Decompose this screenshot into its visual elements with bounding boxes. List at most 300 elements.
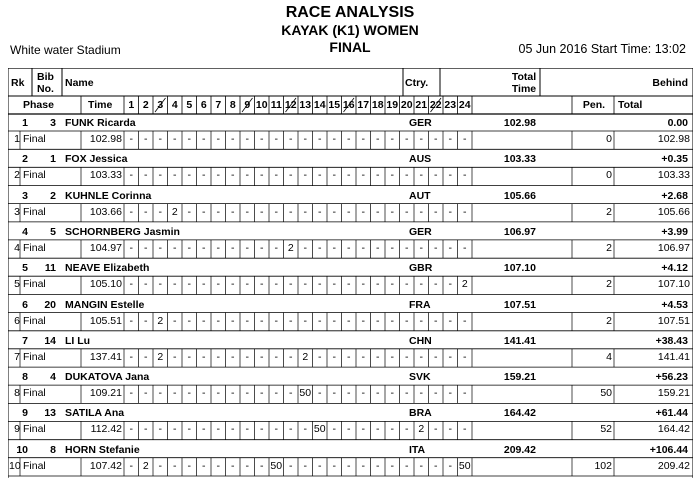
run-gate-penalty: - [144, 387, 148, 400]
run-gate-penalty: - [405, 314, 409, 327]
athlete-rank: 1 [22, 117, 28, 129]
run-gate-penalty: - [376, 205, 380, 218]
run-gate-penalty: - [187, 241, 191, 254]
run-gate-penalty: - [448, 133, 452, 145]
run-gate-penalty: - [419, 169, 423, 182]
athlete-rank: 8 [22, 371, 28, 384]
run-gate-penalty: - [390, 169, 394, 182]
run-gate-penalty: - [173, 423, 177, 436]
run-gate-penalty: - [405, 205, 409, 218]
run-gate-penalty: - [376, 350, 380, 363]
run-gate-penalty: - [274, 350, 278, 363]
run-gate-penalty: - [390, 387, 394, 400]
run-gate-penalty: - [332, 133, 336, 145]
column-phase: Phase [23, 99, 54, 111]
column-rk: Rk [11, 77, 25, 89]
run-gate-penalty: - [318, 205, 322, 218]
athlete-total-time: 105.66 [503, 189, 536, 202]
run-gate-penalty: - [347, 133, 351, 145]
run-gate-penalty: - [187, 133, 191, 145]
run-gate-penalty: - [129, 387, 133, 400]
run-gate-penalty: - [390, 459, 394, 472]
run-gate-penalty: - [361, 278, 365, 291]
run-gate-penalty: - [318, 278, 322, 291]
run-phase: Final [23, 350, 46, 363]
run-gate-penalty: - [376, 278, 380, 291]
run-gate-penalty: - [260, 133, 264, 145]
run-gate-penalty: - [332, 350, 336, 363]
run-penalty: 0 [606, 133, 612, 145]
run-rank: 8 [14, 387, 20, 400]
run-gate-penalty: - [144, 350, 148, 363]
run-gate-penalty: - [231, 459, 235, 472]
athlete-behind: +56.23 [655, 371, 688, 384]
run-gate-penalty: - [434, 241, 438, 254]
run-gate-penalty: - [303, 169, 307, 182]
run-phase: Final [23, 169, 46, 182]
athlete-bib: 2 [50, 189, 56, 202]
athlete-total-time: 107.10 [503, 262, 536, 275]
column-gate-3: 3 [157, 99, 164, 111]
column-name: Name [65, 77, 94, 89]
run-gate-penalty: - [332, 387, 336, 400]
column-gate-11: 11 [270, 99, 282, 111]
run-gate-penalty: - [245, 205, 249, 218]
run-gate-penalty: - [448, 423, 452, 436]
run-penalty: 4 [606, 350, 612, 363]
athlete-country: GER [409, 117, 432, 129]
run-gate-penalty: - [361, 387, 365, 400]
run-gate-penalty: - [390, 350, 394, 363]
run-gate-penalty: - [187, 387, 191, 400]
run-rank: 7 [14, 350, 20, 363]
run-gate-penalty: - [173, 387, 177, 400]
athlete-total-time: 159.21 [503, 371, 536, 384]
run-gate-penalty: - [274, 241, 278, 254]
run-gate-penalty: - [202, 459, 206, 472]
column-bib: Bib [37, 71, 54, 83]
run-gate-penalty: - [434, 387, 438, 400]
run-gate-penalty: - [187, 459, 191, 472]
run-gate-penalty: - [332, 241, 336, 254]
column-gate-15: 15 [328, 99, 341, 111]
athlete-rank: 6 [22, 298, 28, 311]
run-gate-penalty: - [274, 278, 278, 291]
run-total: 106.97 [657, 241, 690, 254]
run-gate-penalty: - [187, 205, 191, 218]
run-gate-penalty: - [448, 350, 452, 363]
run-gate-penalty: - [173, 169, 177, 182]
run-gate-penalty: - [303, 133, 307, 145]
run-phase: Final [23, 314, 46, 327]
run-gate-penalty: - [144, 205, 148, 218]
venue-name: White water Stadium [10, 43, 121, 57]
run-gate-penalty: - [361, 205, 365, 218]
run-gate-penalty: - [274, 314, 278, 327]
run-gate-penalty: - [376, 387, 380, 400]
column-behind: Behind [652, 77, 688, 89]
run-gate-penalty: - [216, 169, 220, 182]
run-gate-penalty: - [231, 169, 235, 182]
run-gate-penalty: - [245, 387, 249, 400]
run-gate-penalty: - [289, 205, 293, 218]
run-gate-penalty: - [448, 241, 452, 254]
athlete-bib: 11 [44, 262, 56, 275]
run-gate-penalty: - [434, 459, 438, 472]
column-gate-19: 19 [386, 99, 399, 111]
column-gate-20: 20 [400, 99, 413, 111]
run-gate-penalty: - [318, 387, 322, 400]
athlete-bib: 14 [44, 334, 56, 347]
run-gate-penalty: - [129, 314, 133, 327]
run-penalty: 50 [600, 387, 612, 400]
run-gate-penalty: - [231, 205, 235, 218]
run-gate-penalty: - [173, 459, 177, 472]
run-gate-penalty: - [405, 459, 409, 472]
run-gate-penalty: 2 [418, 423, 425, 436]
athlete-bib: 3 [50, 117, 56, 129]
run-gate-penalty: - [303, 423, 307, 436]
run-gate-penalty: - [303, 241, 307, 254]
run-gate-penalty: - [376, 133, 380, 145]
run-gate-penalty: - [405, 278, 409, 291]
run-gate-penalty: - [245, 423, 249, 436]
run-gate-penalty: - [129, 133, 133, 145]
run-gate-penalty: - [434, 314, 438, 327]
athlete-name: KUHNLE Corinna [65, 189, 152, 202]
run-gate-penalty: - [187, 423, 191, 436]
run-gate-penalty: - [231, 350, 235, 363]
run-gate-penalty: - [419, 314, 423, 327]
athlete-rank: 9 [22, 407, 28, 420]
run-gate-penalty: - [405, 133, 409, 145]
athlete-rank: 10 [16, 443, 28, 456]
run-gate-penalty: - [347, 241, 351, 254]
run-gate-penalty: - [419, 350, 423, 363]
run-gate-penalty: - [376, 459, 380, 472]
run-gate-penalty: - [260, 314, 264, 327]
run-gate-penalty: - [361, 350, 365, 363]
run-gate-penalty: - [289, 423, 293, 436]
athlete-behind: +4.53 [661, 298, 688, 311]
run-gate-penalty: - [347, 169, 351, 182]
run-gate-penalty: - [289, 133, 293, 145]
run-gate-penalty: - [144, 169, 148, 182]
run-gate-penalty: - [405, 423, 409, 436]
event-name: KAYAK (K1) WOMEN [281, 22, 419, 38]
run-gate-penalty: - [463, 133, 467, 145]
run-gate-penalty: - [158, 205, 162, 218]
run-gate-penalty: - [274, 205, 278, 218]
run-gate-penalty: - [434, 423, 438, 436]
run-gate-penalty: - [289, 314, 293, 327]
run-gate-penalty: 2 [461, 278, 468, 291]
run-time: 105.10 [89, 278, 122, 291]
run-gate-penalty: - [231, 278, 235, 291]
athlete-behind: +106.44 [649, 443, 688, 456]
run-total: 209.42 [657, 459, 690, 472]
run-gate-penalty: - [448, 278, 452, 291]
column-gate-1: 1 [128, 99, 135, 111]
run-gate-penalty: - [144, 278, 148, 291]
run-gate-penalty: - [129, 278, 133, 291]
run-gate-penalty: - [463, 314, 467, 327]
run-gate-penalty: - [448, 459, 452, 472]
run-phase: Final [23, 278, 46, 291]
run-gate-penalty: - [361, 241, 365, 254]
run-time: 103.33 [89, 169, 122, 182]
column-gate-13: 13 [299, 99, 312, 111]
run-gate-penalty: - [332, 205, 336, 218]
run-gate-penalty: - [158, 169, 162, 182]
run-gate-penalty: - [405, 387, 409, 400]
run-total: 164.42 [657, 423, 690, 436]
run-gate-penalty: - [405, 241, 409, 254]
run-gate-penalty: - [390, 314, 394, 327]
run-gate-penalty: - [419, 459, 423, 472]
column-gate-16: 16 [342, 99, 355, 111]
run-gate-penalty: - [245, 241, 249, 254]
athlete-name: HORN Stefanie [65, 443, 140, 456]
run-gate-penalty: 2 [171, 205, 178, 218]
column-total-time: Total [511, 71, 537, 83]
run-gate-penalty: - [463, 423, 467, 436]
athlete-country: FRA [409, 298, 431, 311]
run-gate-penalty: - [216, 350, 220, 363]
athlete-name: LI Lu [65, 334, 91, 347]
run-gate-penalty: - [390, 133, 394, 145]
run-gate-penalty: - [347, 423, 351, 436]
run-gate-penalty: - [216, 133, 220, 145]
run-gate-penalty: - [361, 459, 365, 472]
run-gate-penalty: - [419, 278, 423, 291]
run-gate-penalty: - [173, 133, 177, 145]
athlete-total-time: 106.97 [503, 225, 536, 238]
run-time: 102.98 [89, 133, 122, 145]
run-gate-penalty: - [129, 205, 133, 218]
athlete-behind: +0.35 [661, 153, 688, 166]
athlete-country: GER [409, 225, 432, 238]
run-gate-penalty: - [245, 169, 249, 182]
run-gate-penalty: - [216, 278, 220, 291]
athlete-total-time: 102.98 [503, 117, 536, 129]
run-gate-penalty: - [361, 423, 365, 436]
run-gate-penalty: - [448, 205, 452, 218]
athlete-bib: 5 [50, 225, 56, 238]
run-gate-penalty: 2 [302, 350, 309, 363]
run-gate-penalty: - [318, 350, 322, 363]
run-gate-penalty: - [405, 350, 409, 363]
run-gate-penalty: - [158, 459, 162, 472]
run-gate-penalty: - [144, 241, 148, 254]
run-gate-penalty: - [158, 278, 162, 291]
run-time: 137.41 [89, 350, 122, 363]
run-total: 107.10 [657, 278, 690, 291]
run-gate-penalty: - [318, 241, 322, 254]
run-gate-penalty: - [289, 387, 293, 400]
column-gate-5: 5 [186, 99, 193, 111]
run-gate-penalty: - [361, 169, 365, 182]
run-gate-penalty: - [448, 387, 452, 400]
run-phase: Final [23, 387, 46, 400]
run-gate-penalty: - [260, 387, 264, 400]
run-gate-penalty: - [202, 423, 206, 436]
run-gate-penalty: 50 [270, 459, 283, 472]
run-total: 107.51 [657, 314, 690, 327]
run-gate-penalty: 2 [157, 350, 164, 363]
run-gate-penalty: - [231, 423, 235, 436]
run-gate-penalty: - [173, 278, 177, 291]
run-gate-penalty: - [347, 205, 351, 218]
run-gate-penalty: - [332, 459, 336, 472]
run-gate-penalty: - [448, 169, 452, 182]
athlete-total-time: 107.51 [503, 298, 536, 311]
run-gate-penalty: - [419, 241, 423, 254]
run-gate-penalty: - [332, 169, 336, 182]
column-gate-17: 17 [357, 99, 370, 111]
column-gate-22: 22 [429, 99, 442, 111]
run-gate-penalty: - [303, 205, 307, 218]
run-gate-penalty: - [419, 387, 423, 400]
athlete-behind: +61.44 [655, 407, 688, 420]
run-gate-penalty: - [260, 241, 264, 254]
results-table [8, 68, 693, 478]
run-gate-penalty: - [158, 387, 162, 400]
run-gate-penalty: - [318, 133, 322, 145]
run-rank: 3 [14, 205, 20, 218]
column-country: Ctry. [405, 77, 429, 89]
run-gate-penalty: - [434, 133, 438, 145]
athlete-total-time: 164.42 [503, 407, 536, 420]
run-gate-penalty: - [216, 314, 220, 327]
run-gate-penalty: - [390, 205, 394, 218]
run-time: 104.97 [89, 241, 122, 254]
column-bib-no: No. [37, 83, 54, 95]
run-gate-penalty: - [434, 169, 438, 182]
run-gate-penalty: - [158, 241, 162, 254]
run-time: 109.21 [89, 387, 122, 400]
run-gate-penalty: - [129, 350, 133, 363]
run-gate-penalty: - [463, 241, 467, 254]
run-total: 102.98 [657, 133, 690, 145]
run-gate-penalty: - [463, 350, 467, 363]
run-gate-penalty: - [405, 169, 409, 182]
run-rank: 2 [14, 169, 20, 182]
athlete-rank: 7 [22, 334, 28, 347]
run-total: 103.33 [657, 169, 690, 182]
run-penalty: 0 [606, 169, 612, 182]
run-time: 103.66 [89, 205, 122, 218]
run-gate-penalty: - [260, 459, 264, 472]
run-gate-penalty: - [231, 133, 235, 145]
run-gate-penalty: - [187, 278, 191, 291]
run-penalty: 52 [600, 423, 612, 436]
athlete-bib: 8 [50, 443, 56, 456]
athlete-country: ITA [409, 443, 426, 456]
athlete-rank: 5 [22, 262, 28, 275]
run-gate-penalty: - [129, 241, 133, 254]
athlete-bib: 13 [44, 407, 56, 420]
run-gate-penalty: - [434, 205, 438, 218]
run-gate-penalty: - [129, 169, 133, 182]
run-rank: 4 [14, 241, 20, 254]
run-gate-penalty: - [303, 459, 307, 472]
column-gate-8: 8 [229, 99, 236, 111]
column-gate-4: 4 [171, 99, 178, 111]
athlete-name: DUKATOVA Jana [65, 371, 150, 384]
run-gate-penalty: - [332, 314, 336, 327]
run-gate-penalty: - [173, 314, 177, 327]
run-gate-penalty: - [202, 169, 206, 182]
run-rank: 5 [14, 278, 20, 291]
run-gate-penalty: - [129, 423, 133, 436]
column-gate-14: 14 [313, 99, 326, 111]
column-gate-7: 7 [215, 99, 222, 111]
run-gate-penalty: - [187, 314, 191, 327]
run-gate-penalty: - [202, 241, 206, 254]
run-gate-penalty: - [274, 423, 278, 436]
column-gate-12: 12 [284, 99, 297, 111]
run-gate-penalty: - [390, 278, 394, 291]
run-gate-penalty: 2 [157, 314, 164, 327]
run-phase: Final [23, 241, 46, 254]
run-time: 105.51 [89, 314, 122, 327]
run-gate-penalty: 2 [287, 241, 294, 254]
run-gate-penalty: - [463, 205, 467, 218]
run-penalty: 2 [606, 278, 612, 291]
run-gate-penalty: - [202, 350, 206, 363]
athlete-behind: 0.00 [667, 117, 688, 129]
run-gate-penalty: - [289, 278, 293, 291]
run-penalty: 2 [606, 314, 612, 327]
athlete-bib: 20 [44, 298, 56, 311]
column-pen: Pen. [582, 99, 606, 111]
run-gate-penalty: - [376, 423, 380, 436]
run-gate-penalty: - [202, 205, 206, 218]
athlete-country: BRA [409, 407, 432, 420]
run-gate-penalty: - [434, 278, 438, 291]
run-gate-penalty: - [361, 133, 365, 145]
run-penalty: 2 [606, 205, 612, 218]
run-gate-penalty: 50 [313, 423, 326, 436]
run-gate-penalty: - [231, 241, 235, 254]
run-gate-penalty: - [173, 241, 177, 254]
run-total: 141.41 [657, 350, 690, 363]
run-time: 112.42 [90, 423, 122, 436]
run-gate-penalty: - [289, 350, 293, 363]
run-gate-penalty: - [216, 241, 220, 254]
run-gate-penalty: 2 [142, 459, 149, 472]
run-time: 107.42 [89, 459, 122, 472]
run-gate-penalty: - [361, 314, 365, 327]
run-gate-penalty: - [318, 169, 322, 182]
run-gate-penalty: - [158, 133, 162, 145]
athlete-behind: +4.12 [661, 262, 688, 275]
athlete-behind: +2.68 [661, 189, 688, 202]
run-gate-penalty: - [245, 459, 249, 472]
run-gate-penalty: - [303, 278, 307, 291]
run-gate-penalty: - [158, 423, 162, 436]
run-penalty: 102 [594, 459, 612, 472]
athlete-name: MANGIN Estelle [65, 298, 145, 311]
run-rank: 10 [9, 459, 21, 472]
run-gate-penalty: - [347, 314, 351, 327]
run-gate-penalty: - [448, 314, 452, 327]
run-gate-penalty: - [245, 350, 249, 363]
run-gate-penalty: - [245, 314, 249, 327]
run-gate-penalty: - [274, 387, 278, 400]
run-total: 159.21 [657, 387, 690, 400]
